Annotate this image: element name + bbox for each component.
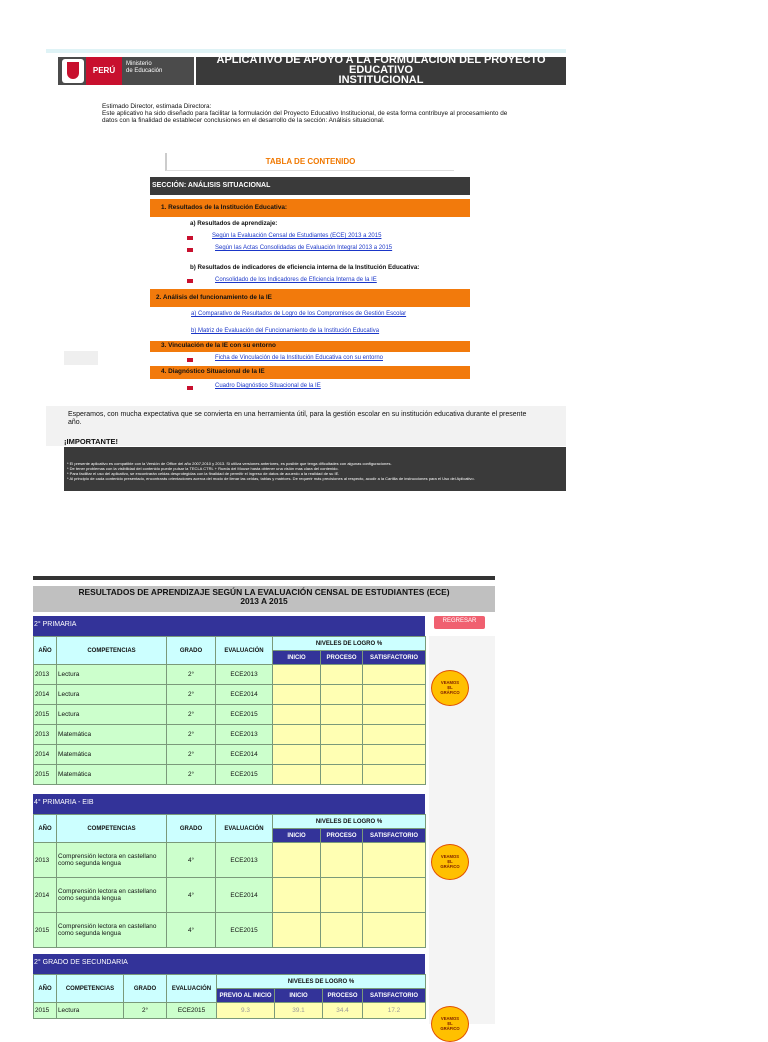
table-row: 2015 Matemática 2° ECE2015 <box>34 765 426 785</box>
section-secundaria-2: 2° GRADO DE SECUNDARIA <box>33 954 425 974</box>
link-matriz[interactable]: b) Matriz de Evaluación del Funcionamiento de la Institución Educativa <box>191 328 380 334</box>
link-ece[interactable]: Según la Evaluación Censal de Estudiantes (ECE) 2013 a 2015 <box>212 233 382 239</box>
table-row: 2014 Comprensión lectora en castellano como segunda lengua 4° ECE2014 <box>34 878 426 913</box>
intro-text: Estimado Director, estimada Directora: Este aplicativo ha sido diseñado para facilitar la formulación del Proyecto Educativo Institucional, de esta forma contribuye al procesamiento de datos con la finalidad de establecer conclusiones en el desarrollo de la sección: Análisis situacional. <box>102 103 508 124</box>
toc-title: TABLA DE CONTENIDO <box>265 157 356 166</box>
link-actas[interactable]: Según las Actas Consolidadas de Evaluación Integral 2013 a 2015 <box>215 245 393 251</box>
toc-section-1[interactable]: 1. Resultados de la Institución Educativa: <box>150 199 470 217</box>
bullet-icon <box>187 358 193 362</box>
app-title: APLICATIVO DE APOYO A LA FORMULACION DEL PROYECTO EDUCATIVO INSTITUCIONAL PEI <box>216 54 546 96</box>
toc-section-3[interactable]: 3. Vinculación de la IE con su entorno <box>150 341 470 352</box>
toc-sub-1a: a) Resultados de aprendizaje: <box>190 220 278 227</box>
bullet-icon <box>187 236 193 240</box>
section-primaria-4: 4° PRIMARIA - EIB <box>33 794 425 814</box>
section-primaria-2: 2° PRIMARIA <box>33 616 425 636</box>
table-row: 2014 Matemática 2° ECE2014 <box>34 745 426 765</box>
table-row: 2015 Lectura 2° ECE2015 9.3 39.1 34.4 17.2 <box>34 1003 426 1019</box>
results-sheet <box>33 576 495 1031</box>
notes-text: * El presente aplicativo es compatible con la Versión de Office del año 2007,2010 y 2013. Si utiliza versiones anteriores, es posible que tenga dificultades con algunas configuraciones. * De tener problemas con la visibilidad del contenido puede pulsar la TECLA CTRL + Rueda del Mouse hasta obtener una visión mas clara del contenido. * Para facilitar el uso del aplicativo, se encontrarán celdas desprotegidas con la finalidad de permitir el ingreso de datos de acuerdo a la realidad de su IE. * Al principio de cada contenido presentado, encontrarás orientaciones acerca del modo de llenar las celdas, tablas y matrices. De requerir más precisiones al respecto, acudir a la Cartilla de instrucciones para el Uso del Aplicativo. <box>67 461 475 481</box>
section-header <box>150 177 470 195</box>
important-label: ¡IMPORTANTE! <box>64 437 119 446</box>
view-chart-button[interactable]: VEAMOS EL GRÁFICO <box>431 1006 469 1042</box>
table-row: 2014 Lectura 2° ECE2014 <box>34 685 426 705</box>
toc-section-4[interactable]: 4. Diagnóstico Situacional de la IE <box>150 366 470 379</box>
table-primaria-4: AÑO COMPETENCIAS GRADO EVALUACIÓN NIVELES DE LOGRO % INICIO PROCESO SATISFACTORIO 2013 Comprensión lectora en castellano como segunda lengua 4° ECE2013 2014 Comprensión lectora en castellano como segunda lengua 4° ECE2014 2015 Comprensión lectora en castellano como segunda lengua 4° ECE2015 <box>33 814 426 948</box>
results-title-box <box>33 586 495 612</box>
table-primaria-2: AÑO COMPETENCIAS GRADO EVALUACIÓN NIVELES DE LOGRO % INICIO PROCESO SATISFACTORIO 2013 Lectura 2° ECE2013 2014 Lectura 2° ECE2014 2015 Lectura 2° ECE2015 2013 Matemática 2° ECE2013 2014 Matemática 2° ECE2014 2015 Matemática 2° ECE2015 <box>33 636 426 785</box>
peru-label: PERÚ <box>86 57 122 85</box>
results-title: RESULTADOS DE APRENDIZAJE SEGÚN LA EVALUACIÓN CENSAL DE ESTUDIANTES (ECE) 2013 A 2015 <box>78 587 450 606</box>
closing-text: Esperamos, con mucha expectativa que se convierta en una herramienta útil, para la gestión escolar en su institución educativa durante el presente año. <box>68 411 527 426</box>
link-vinculacion[interactable]: Ficha de Vinculación de la Institución Educativa con su entorno <box>215 355 383 361</box>
view-chart-button[interactable]: VEAMOS EL GRÁFICO <box>431 670 469 706</box>
bullet-icon <box>187 248 193 252</box>
table-row: 2013 Comprensión lectora en castellano como segunda lengua 4° ECE2013 <box>34 843 426 878</box>
table-secundaria-2: AÑO COMPETENCIAS GRADO EVALUACIÓN NIVELES DE LOGRO % PREVIO AL INICIO INICIO PROCESO SATISFACTORIO 2015 Lectura 2° ECE2015 9.3 39.1 34.4 17.2 <box>33 974 426 1019</box>
link-compromisos[interactable]: a) Comparativo de Resultados de Logro de los Compromisos de Gestión Escolar <box>191 311 407 317</box>
ministry-label: Ministerio de Educación <box>126 61 163 74</box>
minedu-logo <box>58 57 194 85</box>
toc-sub-1b: b) Resultados de indicadores de eficiencia interna de la Institución Educativa: <box>190 264 420 271</box>
view-chart-button[interactable]: VEAMOS EL GRÁFICO <box>431 844 469 880</box>
table-row: 2013 Lectura 2° ECE2013 <box>34 665 426 685</box>
grey-cell <box>64 351 98 365</box>
link-eficiencia[interactable]: Consolidado de los Indicadores de Eficiencia Interna de la IE <box>215 277 377 283</box>
toc-section-2[interactable]: 2. Análisis del funcionamiento de la IE <box>150 289 470 307</box>
toc-title-box <box>165 153 454 171</box>
top-border <box>33 576 495 580</box>
table-row: 2013 Matemática 2° ECE2013 <box>34 725 426 745</box>
bullet-icon <box>187 386 193 390</box>
bullet-icon <box>187 279 193 283</box>
notes-box <box>64 447 566 491</box>
app-title-bar <box>196 54 566 96</box>
peru-shield-icon <box>62 59 84 83</box>
section-label: SECCIÓN: ANÁLISIS SITUACIONAL <box>152 182 271 189</box>
back-button[interactable]: REGRESAR <box>434 616 485 629</box>
top-border <box>46 49 566 53</box>
link-diagnostico[interactable]: Cuadro Diagnóstico Situacional de la IE <box>215 383 321 389</box>
table-row: 2015 Lectura 2° ECE2015 <box>34 705 426 725</box>
pei-cover-sheet <box>46 49 566 493</box>
table-row: 2015 Comprensión lectora en castellano como segunda lengua 4° ECE2015 <box>34 913 426 948</box>
